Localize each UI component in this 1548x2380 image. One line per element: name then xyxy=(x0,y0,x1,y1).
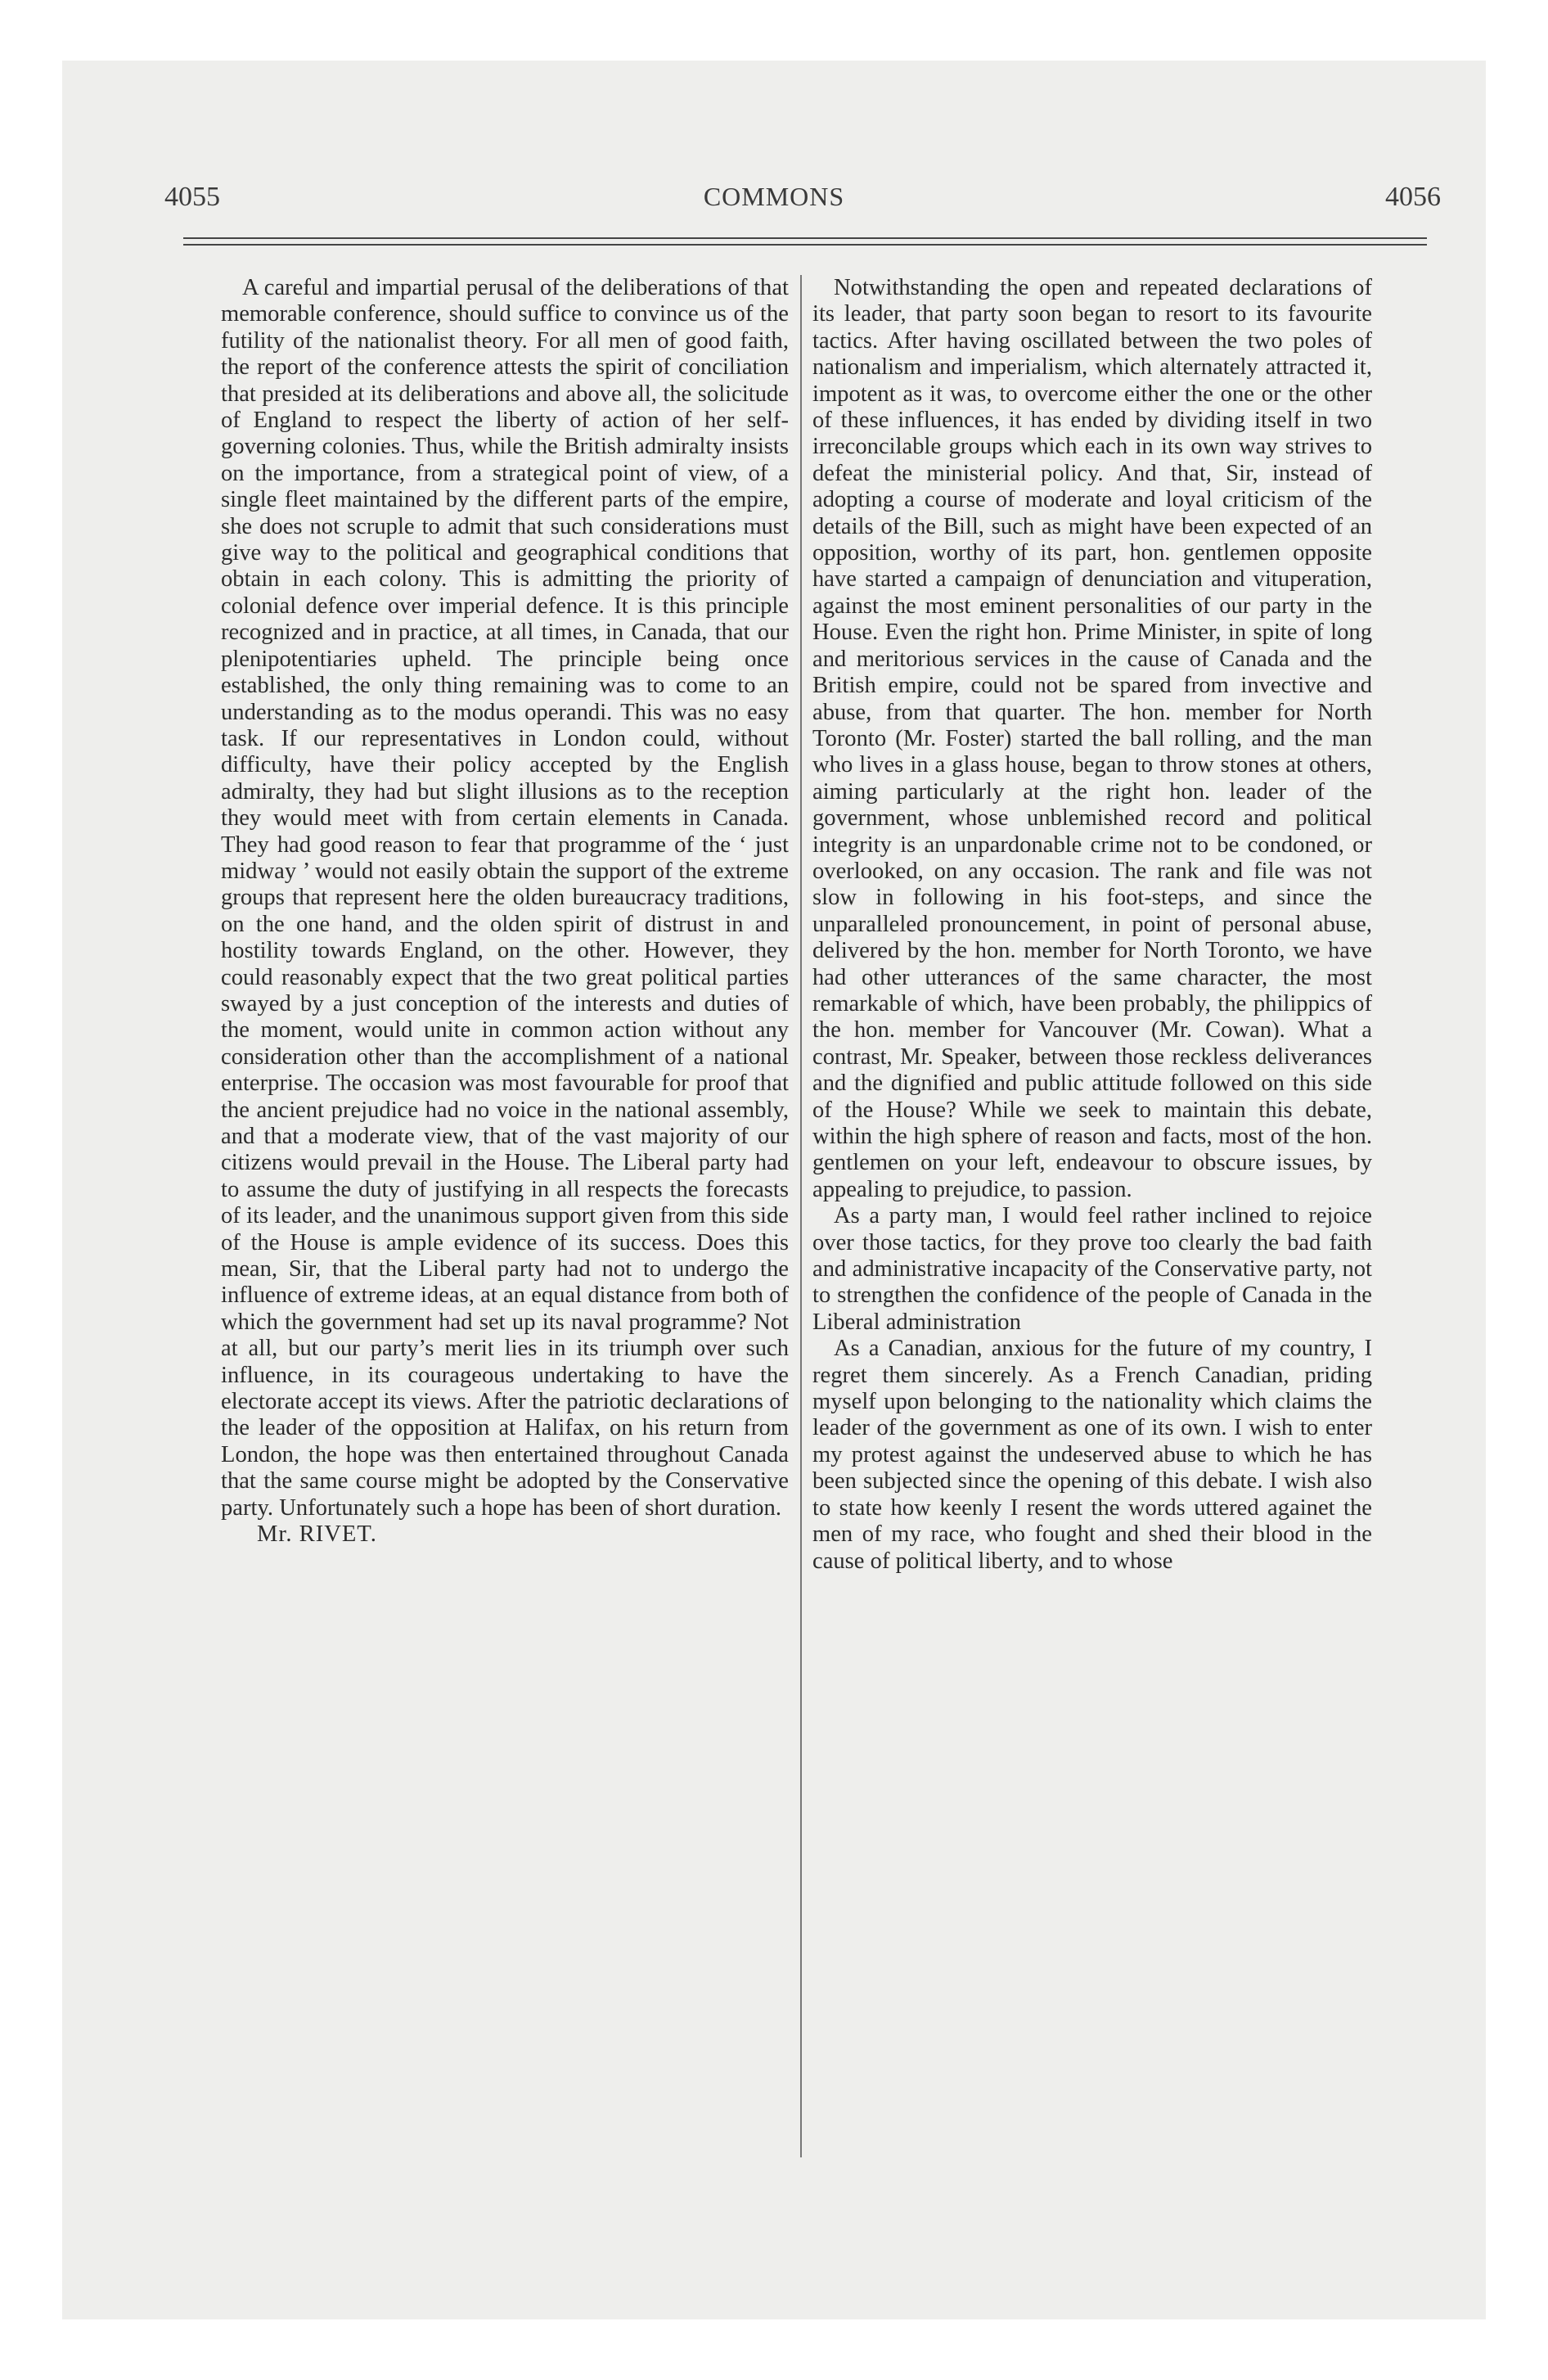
speaker-signature: Mr. RIVET. xyxy=(257,1521,377,1548)
running-title: COMMONS xyxy=(703,182,845,211)
left-paragraph: A careful and impartial perusal of the deliberations of that memorable conference, should suffice to convince us of the futility of the nationalist theory. For all men of good faith, the report of the conference attests the spirit of conciliation that presided at its deliberations and above all, the solicitude of England to respect the liberty of action of her self-governing colonies. Thus, while the British admiralty insists on the importance, from a strategical point of view, of a single fleet maintained by the different parts of the empire, she does not scruple to admit that such considerations must give way to the political and geographical conditions that obtain in each colony. This is admitting the priority of colonial defence over imperial defence. It is this principle recognized and in practice, at all times, in Canada, that our plenipotentiaries upheld. The principle being once established, the only thing remaining was to come to an understanding as to the modus operandi. This was no easy task. If our representatives in London could, without difficulty, have their policy accepted by the English admiralty, they had but slight illusions as to the reception they would meet with from certain elements in Canada. They had good reason to fear that programme of the ‘ just midway ’ would not easily obtain the support of the extreme groups that represent here the olden bureaucracy traditions, on the one hand, and the olden spirit of distrust in and hostility towards England, on the other. However, they could reasonably expect that the two great political parties swayed by a just conception of the interests and duties of the moment, would unite in common action without any consideration other than the accomplishment of a national enterprise. The occasion was most favourable for proof that the ancient prejudice had no voice in the national assembly, and that a moderate view, that of the vast majority of our citizens would prevail in the House. The Liberal party had to assume the duty of justifying in all respects the forecasts of its leader, and the unanimous support given from this side of the House is ample evidence of its success. Does this mean, Sir, that the Liberal party had not to undergo the influence of extreme ideas, at an equal distance from both of which the government had set up its naval programme? Not at all, but our party’s merit lies in its triumph over such influence, in its courageous undertaking to have the electorate accept its views. After the patriotic declarations of the leader of the opposition at Halifax, on his return from London, the hope was then entertained throughout Canada that the same course might be adopted by the Conservative party. Unfortunately such a hope has been of short duration. xyxy=(221,275,789,1521)
right-page-number: 4056 xyxy=(1385,182,1441,212)
header-rule-bottom xyxy=(183,244,1427,246)
page-header xyxy=(62,174,1486,223)
right-paragraph-1: Notwithstanding the open and repeated declarations of its leader, that party soon began to resort to its favourite tactics. After having oscillated between the two poles of nationalism and imperialism, which alternately attracted it, impotent as it was, to overcome either the one or the other of these influences, it has ended by dividing itself in two irreconcilable groups which each in its own way strives to defeat the ministerial policy. And that, Sir, instead of adopting a course of moderate and loyal criticism of the details of the Bill, such as might have been expected of an opposition, worthy of its part, hon. gentlemen opposite have started a campaign of denunciation and vituperation, against the most eminent personalities of our party in the House. Even the right hon. Prime Minister, in spite of long and meritorious services in the cause of Canada and the British empire, could not be spared from invective and abuse, from that quarter. The hon. member for North Toronto (Mr. Foster) started the ball rolling, and the man who lives in a glass house, began to throw stones at others, aiming particularly at the right hon. leader of the government, whose unblemished record and political integrity is an unpardonable crime not to be condoned, or overlooked, on any occasion. The rank and file was not slow in following in his foot-steps, and since the unparalleled pronouncement, in point of personal abuse, delivered by the hon. member for North Toronto, we have had other utterances of the same character, the most remarkable of which, have been probably, the philippics of the hon. member for Vancouver (Mr. Cowan). What a contrast, Mr. Speaker, between those reckless deliverances and the dignified and public attitude followed on this side of the House? While we seek to maintain this debate, within the high sphere of reason and facts, most of the hon. gentlemen on your left, endeavour to obscure issues, by appealing to prejudice, to passion. xyxy=(812,275,1372,1202)
right-paragraph-2: As a party man, I would feel rather inclined to rejoice over those tactics, for they prove too clearly the bad faith and administrative incapacity of the Conservative party, not to strengthen the confidence of the people of Canada in the Liberal administration xyxy=(812,1203,1372,1335)
left-column xyxy=(221,275,789,1548)
right-column xyxy=(812,275,1372,1575)
document-page xyxy=(62,61,1486,2319)
left-page-number: 4055 xyxy=(164,182,220,212)
right-paragraph-3: As a Canadian, anxious for the future of my country, I regret them sincerely. As a French Canadian, priding myself upon belonging to the nationality which claims the leader of the government as one of its own. I wish to enter my protest against the undeserved abuse to which he has been subjected since the opening of this debate. I wish also to state how keenly I resent the words uttered againet the men of my race, who fought and shed their blood in the cause of political liberty, and to whose xyxy=(812,1336,1372,1574)
header-rule-top xyxy=(183,237,1427,239)
column-divider xyxy=(800,275,802,2157)
